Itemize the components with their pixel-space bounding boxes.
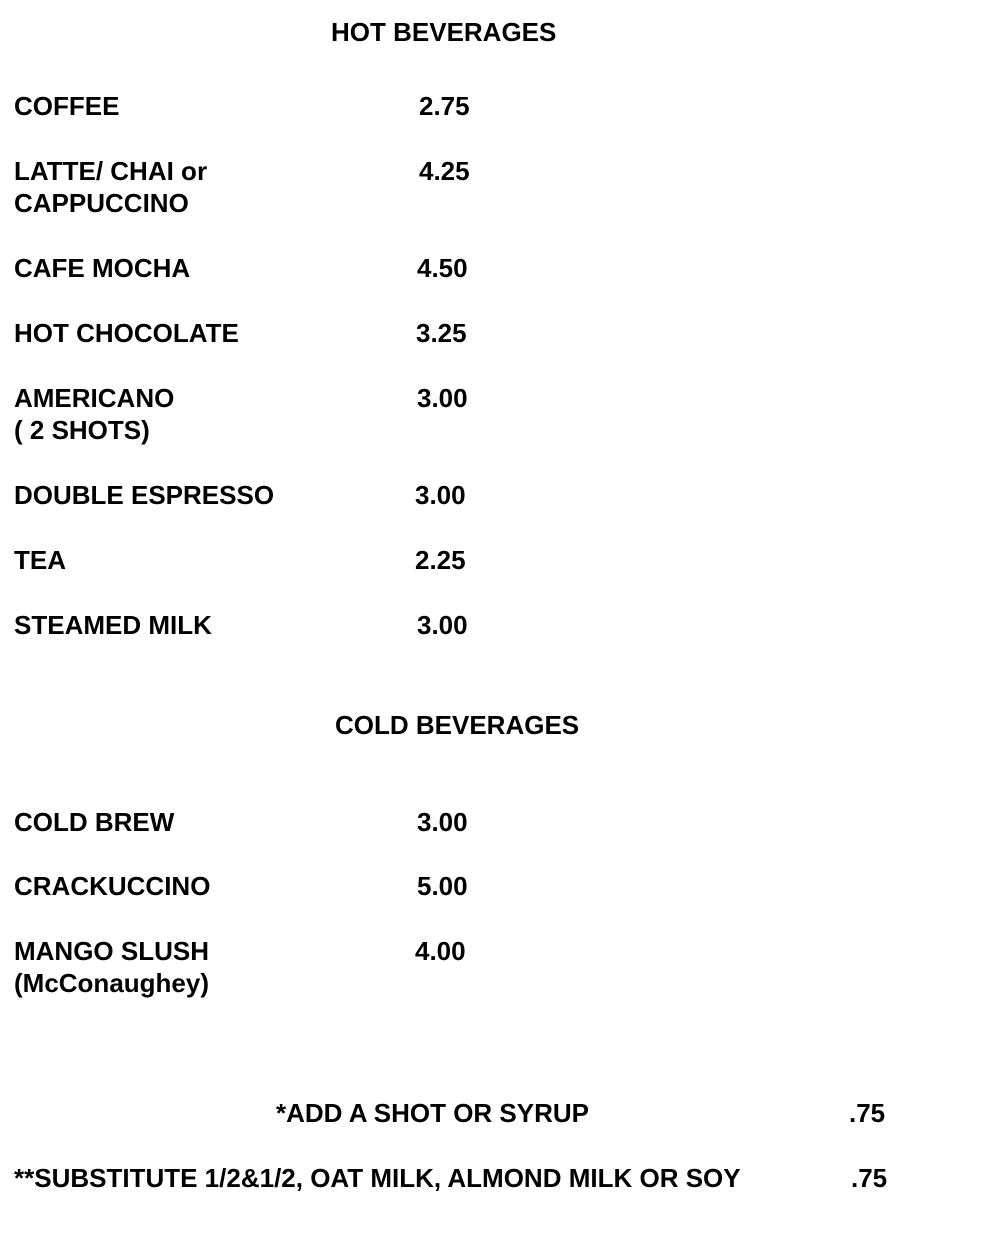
cold-beverages-heading: COLD BEVERAGES [335,710,580,740]
menu-item-crackuccino-name: CRACKUCCINO [14,871,211,901]
menu-item-americano-price: 3.00 [417,383,468,413]
menu-item-cold-brew-price: 3.00 [417,807,468,837]
menu-item-latte-name: LATTE/ CHAI or CAPPUCCINO [14,156,208,218]
extra-substitute-milk-price: .75 [851,1163,888,1193]
menu-item-mango-slush-price: 4.00 [415,936,466,966]
menu-item-latte-price: 4.25 [419,156,470,186]
menu-item-crackuccino-price: 5.00 [417,871,468,901]
menu-item-mango-slush-name: MANGO SLUSH (McConaughey) [14,936,209,998]
menu-item-double-espresso-price: 3.00 [415,480,466,510]
menu-item-tea-name: TEA [14,545,66,575]
extra-substitute-milk-label: **SUBSTITUTE 1/2&1/2, OAT MILK, ALMOND MILK OR SOY [14,1163,741,1193]
menu-item-double-espresso-name: DOUBLE ESPRESSO [14,480,275,510]
menu-item-hot-chocolate-price: 3.25 [416,318,467,348]
menu-item-coffee-name: COFFEE [14,91,120,121]
extra-add-shot-label: *ADD A SHOT OR SYRUP [276,1098,589,1128]
menu-item-steamed-milk-price: 3.00 [417,610,468,640]
extra-add-shot-price: .75 [849,1098,886,1128]
menu-item-hot-chocolate-name: HOT CHOCOLATE [14,318,239,348]
menu-item-coffee-price: 2.75 [419,91,470,121]
menu-item-cafe-mocha-price: 4.50 [417,253,468,283]
menu-item-steamed-milk-name: STEAMED MILK [14,610,212,640]
menu-item-tea-price: 2.25 [415,545,466,575]
hot-beverages-heading: HOT BEVERAGES [331,17,557,47]
menu-item-cold-brew-name: COLD BREW [14,807,175,837]
menu-item-cafe-mocha-name: CAFE MOCHA [14,253,191,283]
menu-item-americano-name: AMERICANO ( 2 SHOTS) [14,383,175,445]
